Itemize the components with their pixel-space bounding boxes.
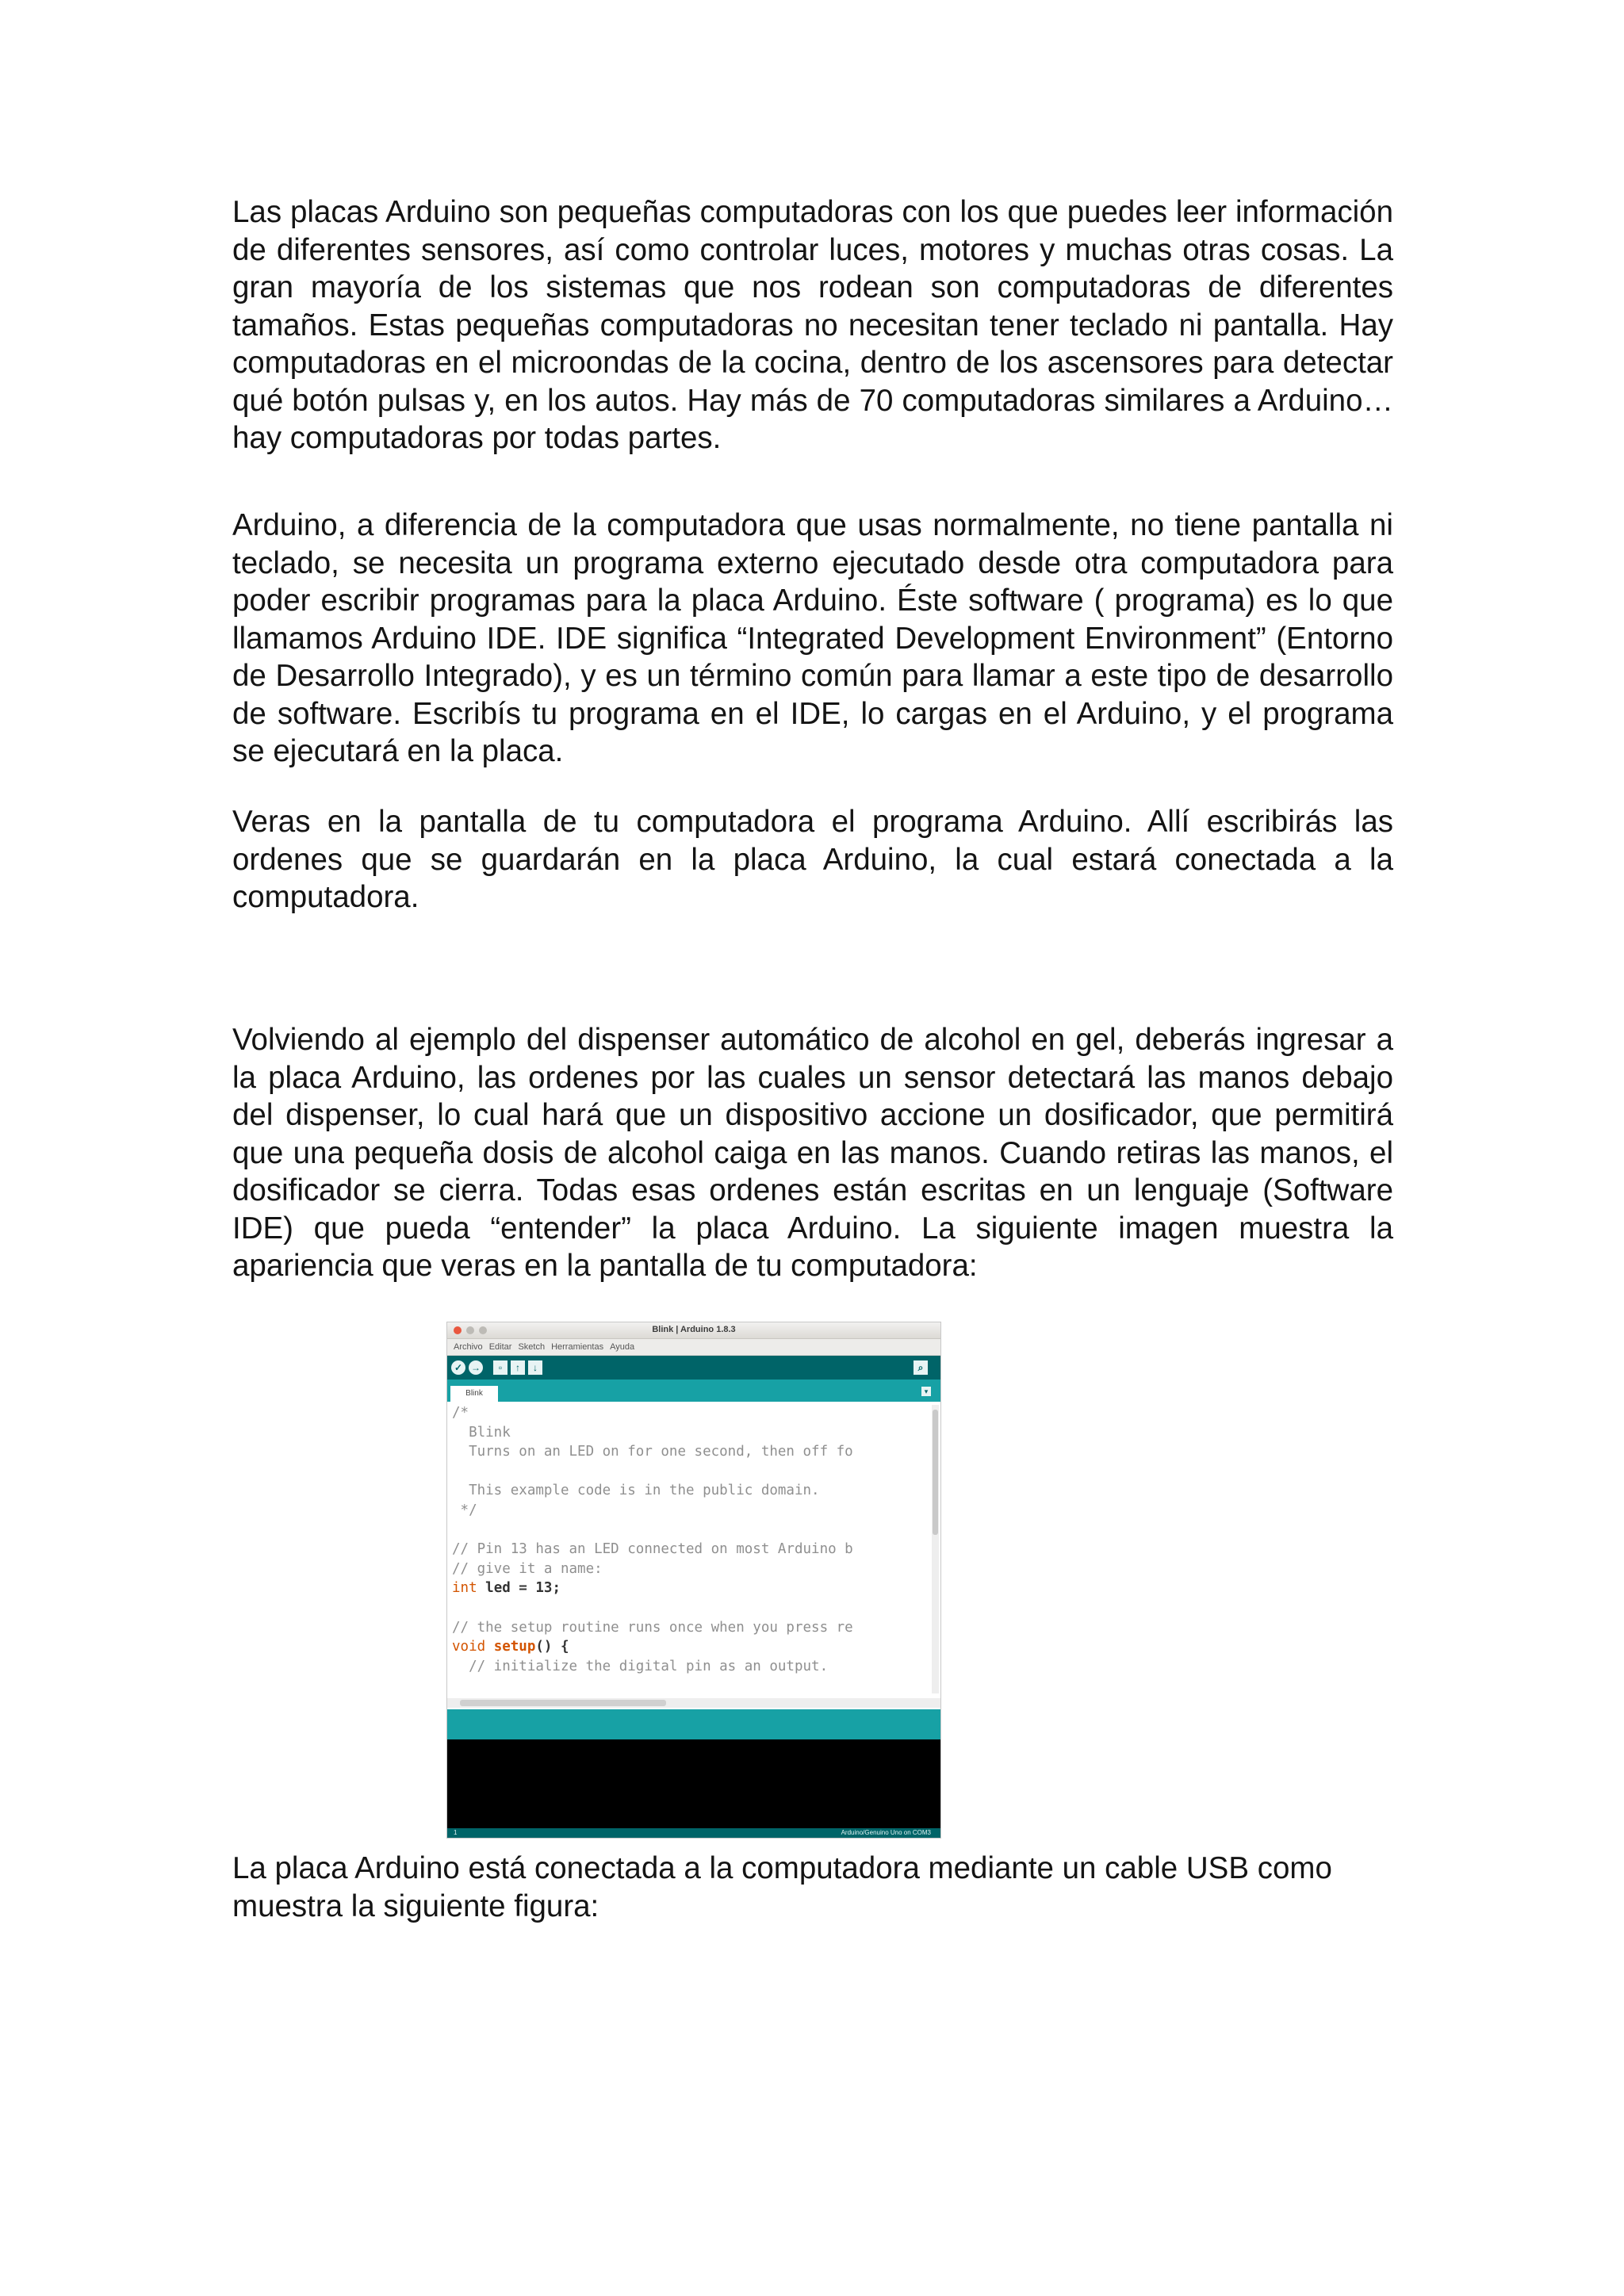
code-line: */ [452,1502,477,1518]
code-line: This example code is in the public domain. [452,1483,820,1499]
code-line: // give it a name: [452,1560,603,1577]
paragraph-1: Las placas Arduino son pequeñas computadoras con los que puedes leer información de diferentes sensores, así como controlar luces, motores y muchas otras cosas. La gran mayoría de los sistemas que nos rodean son computadoras de diferentes tamaños. Estas pequeñas computadoras no necesitan tener teclado ni pantalla. Hay computadoras en el microondas de la cocina, dentro de los ascensores para detectar qué botón pulsas y, en los autos. Hay más de 70 computadoras similares a Arduino… hay computadoras por todas partes. [232,195,1393,455]
magnifier-icon: ⌕ [917,1362,924,1373]
new-file-icon: ▫ [498,1362,503,1373]
code-line: Turns on an LED on for one second, then off fo [452,1444,853,1460]
menu-editar[interactable]: Editar [488,1342,512,1352]
chevron-down-icon: ▾ [924,1387,929,1395]
footer-bar [447,1828,940,1838]
code-line: /* [452,1405,469,1421]
keyword-int: int [452,1580,477,1597]
function-setup: setup [493,1639,536,1655]
window-titlebar [447,1322,940,1339]
line-number: 1 [454,1829,458,1836]
code-assignment: = 13; [510,1580,561,1597]
keyword-void: void [452,1639,486,1655]
menu-archivo[interactable]: Archivo [454,1342,483,1352]
tab-menu-button[interactable] [921,1387,931,1396]
arrow-down-icon: ↓ [533,1362,538,1373]
arrow-right-icon: → [471,1362,481,1373]
paragraph-3: Veras en la pantalla de tu computadora el programa Arduino. Allí escribirás las ordenes que se guardarán en la placa Arduino, la cual estará conectada a la computadora. [232,805,1393,914]
new-button[interactable] [493,1360,508,1375]
menu-ayuda[interactable]: Ayuda [610,1342,635,1352]
horizontal-scrollbar[interactable] [447,1698,940,1708]
check-icon: ✓ [454,1362,463,1373]
serial-monitor-button[interactable] [914,1360,928,1375]
open-button[interactable] [511,1360,525,1375]
menu-sketch[interactable]: Sketch [518,1342,546,1352]
paragraph-5: La placa Arduino está conectada a la computadora mediante un cable USB como muestra la siguiente figura: [232,1851,1332,1923]
paragraph-2: Arduino, a diferencia de la computadora que usas normalmente, no tiene pantalla ni teclado, se necesita un programa externo ejecutado desde otra computadora para poder escribir programas para la placa Arduino. Éste software ( programa) es lo que llamamos Arduino IDE. IDE significa “Integrated Development Environment” (Entorno de Desarrollo Integrado), y es un término común para llamar a este tipo de desarrollo de software. Escribís tu programa en el IDE, lo cargas en el Arduino, y el programa se ejecutará en la placa. [232,508,1393,768]
code-line: // Pin 13 has an LED connected on most Arduino b [452,1541,853,1558]
code-text [452,1403,853,1676]
vertical-scrollbar[interactable] [932,1405,939,1693]
verify-button[interactable] [451,1360,465,1375]
code-line: Blink [452,1424,511,1441]
paragraph-4: Volviendo al ejemplo del dispenser automático de alcohol en gel, deberás ingresar a la placa Arduino, las ordenes por las cuales un sensor detectará las manos debajo del dispenser, lo cual hará que un dispositivo accione un dosificador, que permitirá que una pequeña dosis de alcohol caiga en las manos. Cuando retiras las manos, el dosificador se cierra. Todas esas ordenes están escritas en un lenguaje (Software IDE) que pueda “entender” la placa Arduino. La siguiente imagen muestra la apariencia que veras en la pantalla de tu computadora: [232,1023,1393,1283]
board-info: Arduino/Genuino Uno on COM3 [841,1829,931,1836]
console-output [447,1739,940,1828]
save-button[interactable] [528,1360,542,1375]
scroll-thumb[interactable] [460,1700,666,1706]
scroll-thumb[interactable] [933,1410,938,1535]
tab-bar [447,1380,940,1402]
identifier-led: led [485,1580,511,1597]
code-parens: () { [535,1639,569,1655]
tab-blink[interactable]: Blink [450,1386,498,1402]
code-line: // initialize the digital pin as an output. [452,1658,829,1674]
upload-button[interactable] [469,1360,483,1375]
code-editor[interactable] [447,1402,940,1709]
arrow-up-icon: ↑ [515,1362,520,1373]
menu-bar [447,1339,940,1356]
toolbar [447,1356,940,1380]
arduino-ide-screenshot [447,1322,940,1838]
status-bar [447,1709,940,1739]
code-line: // the setup routine runs once when you press re [452,1619,853,1636]
window-title: Blink | Arduino 1.8.3 [652,1325,736,1334]
menu-herramientas[interactable]: Herramientas [551,1342,604,1352]
